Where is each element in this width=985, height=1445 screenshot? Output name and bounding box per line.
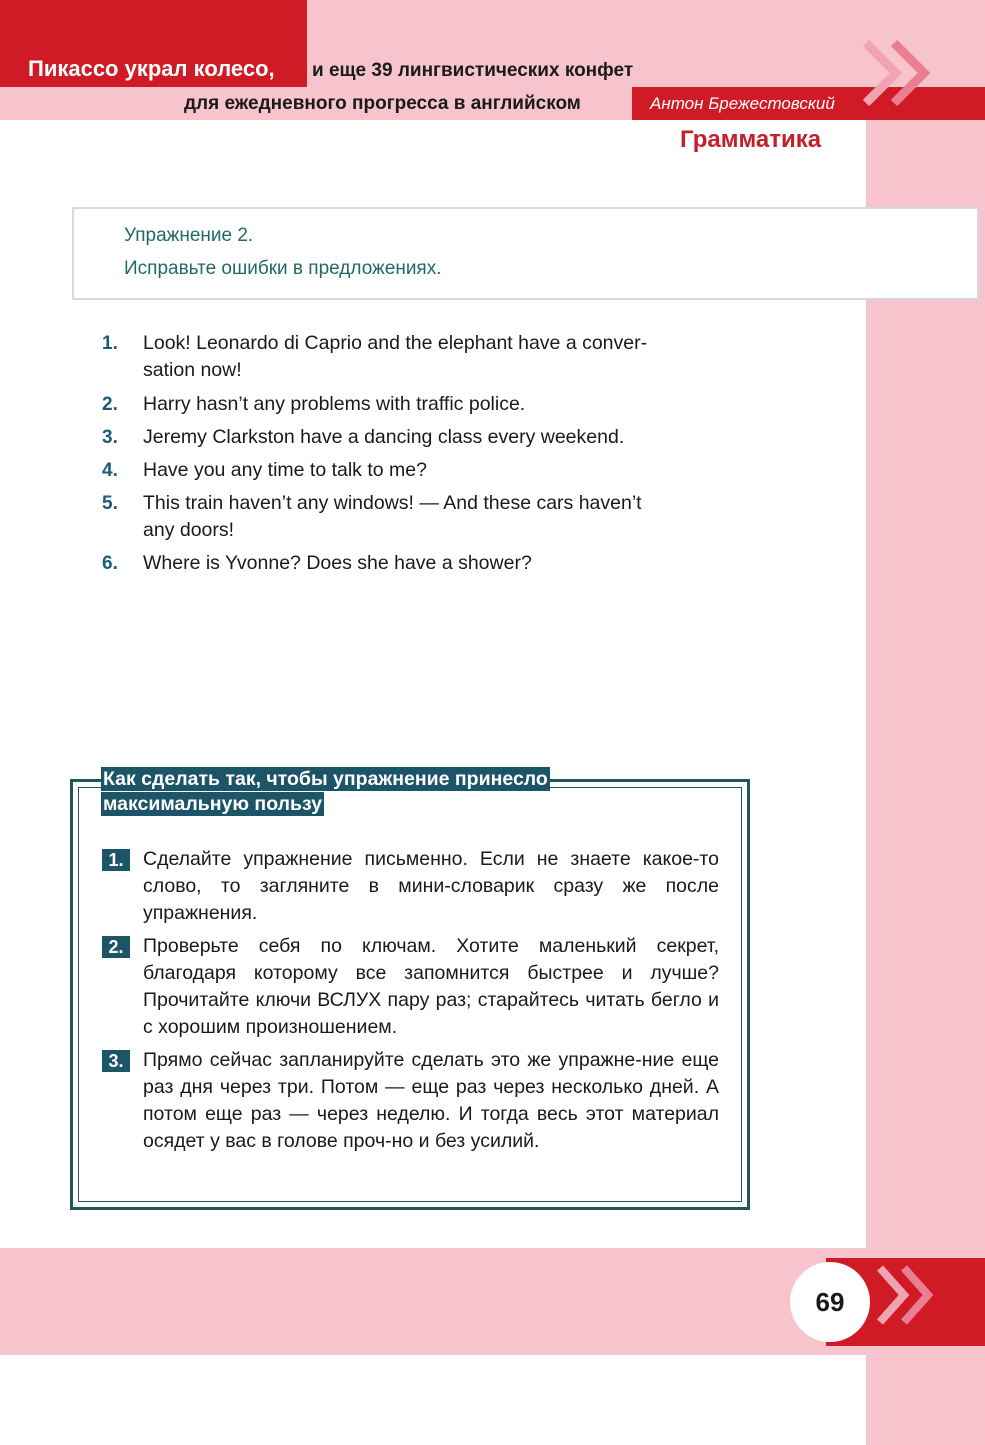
item-number: 2. (102, 394, 118, 415)
tips-title-line-2: максимальную пользу (103, 793, 323, 815)
tip-number-badge: 3. (102, 1050, 130, 1072)
sentence-text: Look! Leonardo di Caprio and the elephant have a conver- (143, 332, 648, 354)
item-number: 3. (102, 427, 118, 448)
tip-number-badge: 2. (102, 936, 130, 958)
item-number: 1. (102, 333, 118, 354)
item-number: 4. (102, 460, 118, 481)
tip-text: Сделайте упражнение письменно. Если не знаете какое-то слово, то загляните в мини-словарик сразу же после упражнения. (143, 848, 719, 924)
section-title: Грамматика (680, 126, 822, 153)
tip-number-badge: 1. (102, 849, 130, 871)
book-title-main: Пикассо украл колесо, (28, 56, 275, 81)
tip-text: Прямо сейчас запланируйте сделать это же упражне-ние еще раз дня через три. Потом — еще раз через несколько дней. А потом еще раз — через неделю. И тогда весь этот материал осядет у вас в голове проч-но и без усилий. (143, 1049, 719, 1152)
exercise-instruction: Исправьте ошибки в предложениях. (124, 258, 442, 279)
sentence-text-cont: any doors! (143, 519, 235, 541)
double-chevron-icon (856, 38, 936, 108)
page-number: 69 (815, 1287, 845, 1317)
tip-text: Проверьте себя по ключам. Хотите маленький секрет, благодаря которому все запомнится быстрее и лучше? Прочитайте ключи ВСЛУХ пару раз; старайтесь читать бегло и с хорошим произношением. (143, 935, 719, 1038)
sentence-text: Where is Yvonne? Does she have a shower? (143, 552, 532, 574)
sentence-text: Have you any time to talk to me? (143, 459, 427, 481)
item-number: 6. (102, 553, 118, 574)
double-chevron-icon (872, 1260, 942, 1330)
book-title-subtitle-2: для ежедневного прогресса в английском (184, 93, 581, 114)
tips-title-line-1: Как сделать так, чтобы упражнение принесло (103, 768, 548, 790)
book-title-subtitle: и еще 39 лингвистических конфет (312, 60, 634, 81)
sentence-text: Harry hasn’t any problems with traffic police. (143, 393, 526, 415)
exercise-title: Упражнение 2. (124, 225, 254, 246)
author-name: Антон Брежестовский (650, 94, 835, 113)
item-number: 5. (102, 493, 118, 514)
sentence-text-cont: sation now! (143, 359, 242, 381)
footer-band (0, 1248, 866, 1355)
exercise-box (72, 207, 979, 300)
sentence-text: Jeremy Clarkston have a dancing class every weekend. (143, 426, 625, 448)
sentence-text: This train haven’t any windows! — And these cars haven’t (143, 492, 642, 514)
